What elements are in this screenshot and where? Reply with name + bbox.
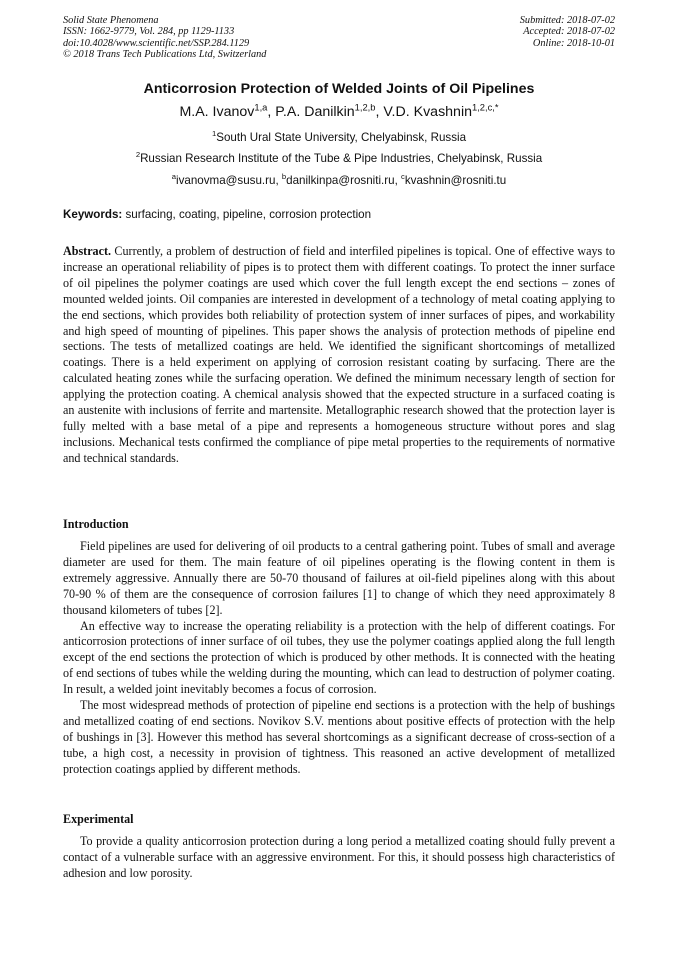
affiliation-text: South Ural State University, Chelyabinsk, Russia bbox=[216, 131, 467, 144]
introduction-heading: Introduction bbox=[63, 517, 129, 531]
author-list bbox=[0, 104, 678, 120]
email-address: ivanovma@susu.ru, bbox=[176, 174, 282, 187]
publication-dates bbox=[395, 15, 615, 49]
author-name: M.A. Ivanov bbox=[179, 104, 255, 120]
author-name: P.A. Danilkin bbox=[275, 104, 355, 120]
keywords-text: surfacing, coating, pipeline, corrosion protection bbox=[122, 208, 372, 221]
author-superscript: 1,a bbox=[254, 102, 268, 113]
email-marker: a bbox=[171, 172, 177, 182]
experimental-section bbox=[63, 834, 615, 882]
abstract-label: Abstract. bbox=[63, 244, 112, 258]
body-paragraph: To provide a quality anticorrosion protection during a long period a metallized coating should fully prevent a contact of a vulnerable surface with an aggressive environment. For this, it should possess high characteristics of adhesion and low porosity. bbox=[63, 834, 615, 880]
doi-line: doi:10.4028/www.scientific.net/SSP.284.1129 bbox=[63, 37, 250, 49]
affiliation-1 bbox=[0, 131, 678, 144]
affiliation-2 bbox=[0, 152, 678, 165]
paper-title: Anticorrosion Protection of Welded Joints of Oil Pipelines bbox=[143, 81, 535, 97]
affiliation-marker: 1 bbox=[211, 129, 217, 139]
keywords-label: Keywords: bbox=[63, 208, 123, 221]
author-emails bbox=[0, 174, 678, 187]
introduction-section bbox=[63, 539, 615, 778]
accepted-date: Accepted: 2018-07-02 bbox=[523, 26, 615, 38]
issn-line: ISSN: 1662-9779, Vol. 284, pp 1129-1133 bbox=[63, 26, 235, 38]
author-superscript: 1,2,b bbox=[354, 102, 376, 113]
author-separator: , bbox=[267, 104, 276, 120]
experimental-heading: Experimental bbox=[63, 812, 134, 826]
keywords-line bbox=[63, 208, 623, 221]
affiliation-marker: 2 bbox=[135, 150, 141, 160]
affiliation-text: Russian Research Institute of the Tube & Pipe Industries, Chelyabinsk, Russia bbox=[140, 152, 543, 165]
email-address: kvashnin@rosniti.tu bbox=[404, 174, 507, 187]
email-marker: c bbox=[401, 172, 405, 182]
abstract-section bbox=[63, 244, 615, 467]
journal-info bbox=[63, 15, 383, 61]
author-superscript: 1,2,c,* bbox=[472, 102, 499, 113]
author-name: V.D. Kvashnin bbox=[383, 104, 472, 120]
copyright-line: © 2018 Trans Tech Publications Ltd, Switzerland bbox=[63, 49, 267, 61]
body-paragraph: The most widespread methods of protection of pipeline end sections is a protection with the help of bushings and metallized coating of end sections. Novikov S.V. mentions about positive effects of protection with the help of bushings in [3]. However this method has several shortcomings as a significant decrease of cross-section of a tube, a high cost, a necessity in provision of tightness. This reasoned an active development of metallized protection coatings applied by different methods. bbox=[63, 698, 615, 776]
abstract-text: Currently, a problem of destruction of field and interfiled pipelines is topical. One of effective ways to increase an operational reliability of pipes is to protect them with different coatings. To protect the inner surface of oil pipelines the polymer coatings are used which cover the full length except the end sections – zones of mounted welded joints. Oil companies are interested in development of a technology of metal coating applying to the end sections, which provides both reliability of protection system of inner surfaces of pipes, and workability and high speed of mounting of pipelines. This paper shows the analysis of protection methods of pipeline end sections. The tests of metallized coatings are held. We identified the significant shortcomings of metallized coatings. There is a held experiment on applying of corrosion resistant coating by surfacing. There are the calculated heating zones while the surfacing operation. We defined the minimum necessary length of section for applying the protection coating. A chemical analysis showed that the expected structure in a surfaced coating is an austenite with inclusions of ferrite and martensite. Metallographic research showed that the protection layer is fully melted with a base metal of a pipe and represents a homogeneous structure without pores and slag inclusions. Mechanical tests confirmed the compliance of pipe metal properties to the requirements of normative and technical standards. bbox=[63, 244, 615, 465]
submitted-date: Submitted: 2018-07-02 bbox=[519, 15, 615, 26]
journal-name: Solid State Phenomena bbox=[63, 15, 159, 26]
body-paragraph: An effective way to increase the operating reliability is a protection with the help of different coatings. For anticorrosion protections of inner surface of oil tubes, they use the polymer coatings applied along the full length except of the end sections the protection of which is produced by other methods. It is connected with the heating of end sections of tubes while the welding during the mounting, which can lead to destruction of polymer coating. In result, a welded joint inevitably becomes a focus of corrosion. bbox=[63, 618, 615, 697]
author-separator: , bbox=[375, 104, 384, 120]
body-paragraph: Field pipelines are used for delivering of oil products to a central gathering point. Tubes of small and average diameter are used for them. The main feature of oil pipelines operating is the flowing content in them is extremely aggressive. Annually there are 50-70 thousand of failures at oil-field pipelines along with this about 70-90 % of them are the consequence of corrosion failures [1] to change of which they need approximately 8 thousand kilometers of tubes [2]. bbox=[63, 539, 615, 617]
online-date: Online: 2018-10-01 bbox=[532, 37, 615, 49]
email-marker: b bbox=[281, 172, 287, 182]
email-address: danilkinpa@rosniti.ru, bbox=[286, 174, 402, 187]
